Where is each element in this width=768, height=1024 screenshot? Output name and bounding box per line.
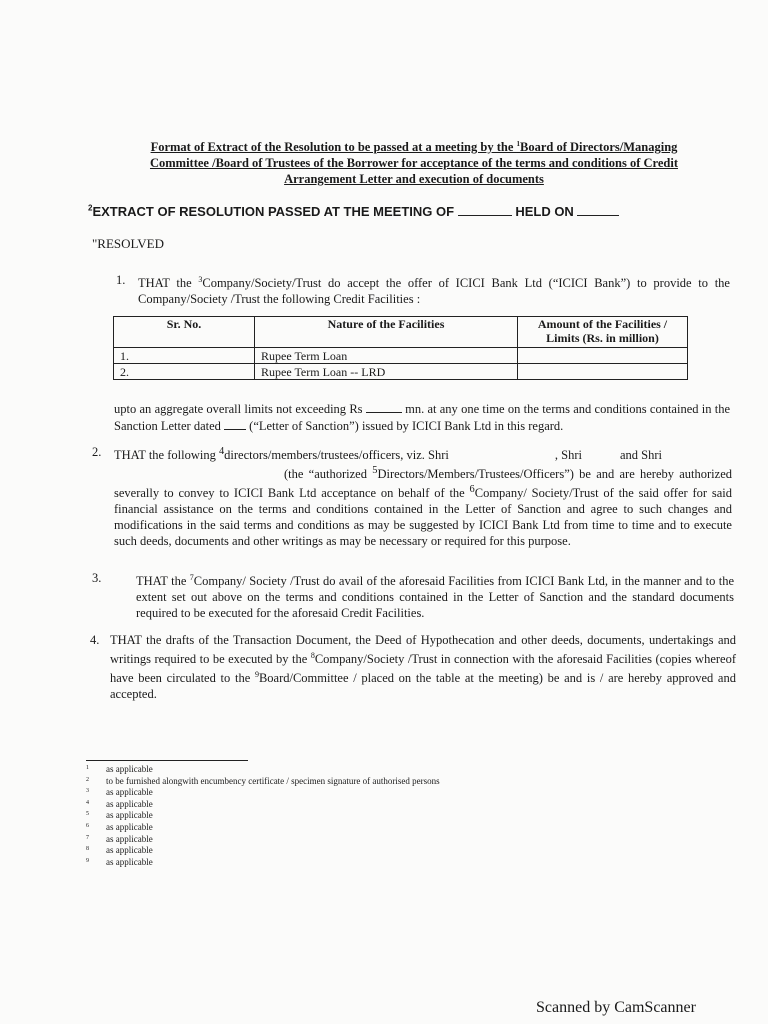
clause-4-number: 4. [90, 633, 100, 647]
footnote-item: 6 as applicable [86, 821, 153, 832]
date-blank [577, 203, 619, 216]
resolved-label: "RESOLVED [92, 236, 165, 251]
table-row [114, 348, 688, 364]
facilities-table [113, 316, 688, 380]
clause-1-number: 1. [116, 273, 126, 287]
scanner-watermark: Scanned by CamScanner [536, 999, 696, 1016]
table-header-row [114, 317, 688, 348]
cell-nature: Rupee Term Loan [255, 348, 518, 364]
cell-amount [518, 364, 688, 380]
footnote-divider [86, 760, 248, 761]
clause-3-number: 3. [92, 571, 102, 585]
footnote-item: 3 as applicable [86, 787, 153, 798]
footnote-item: 4 as applicable [86, 798, 153, 809]
footnotes [86, 764, 586, 868]
document-heading: Format of Extract of the Resolution to be passed at a meeting by the $^1$Board of Directors/Managing Committee /Board of Trustees of the Borrower for acceptance of the terms and conditions of Credit Arrangement Letter and execution of documents [149, 140, 679, 187]
footnote-item: 7 as applicable [86, 833, 153, 844]
clause-3-text: THAT the $^7$Company/ Society /Trust do avail of the aforesaid Facilities from ICICI Bank Ltd, in the manner and to the extent set out above on the terms and conditions contained in the Letter of Sanction and the standard documents required to be executed for the aforesaid Credit Facilities. [136, 573, 734, 621]
cell-sr-no: 1. [114, 348, 255, 364]
clause-4-text: THAT the drafts of the Transaction Document, the Deed of Hypothecation and other deeds, documents, undertakings and writings required to be executed by the $^8$Company/Society /Trust in connection with the aforesaid Facilities (copies whereof have been circulated to the $^9$Board/Committee / placed on the table at the meeting) be and is / are hereby approved and accepted. [110, 633, 737, 702]
footnote-item: 5 as applicable [86, 810, 153, 821]
clause-1-text: THAT the $^3$Company/Society/Trust do accept the offer of ICICI Bank Ltd (“ICICI Bank”) to provide to the Company/Society /Trust the following Credit Facilities : [138, 275, 730, 307]
clause-1-tail: upto an aggregate overall limits not exceeding Rs mn. at any one time on the terms and conditions contained in the Sanction Letter dated (“Letter of Sanction”) issued by ICICI Bank Ltd in this regard. [114, 402, 731, 433]
extract-title: $^2$EXTRACT OF RESOLUTION PASSED AT THE MEETING OF HELD ON [88, 203, 728, 220]
header-sr-no: Sr. No. [114, 317, 255, 348]
cell-amount [518, 348, 688, 364]
footnote-item: 1 as applicable [86, 764, 153, 774]
clause-2-number: 2. [92, 445, 102, 459]
cell-sr-no: 2. [114, 364, 255, 380]
cell-nature: Rupee Term Loan -- LRD [255, 364, 518, 380]
clause-2-text: THAT the following $^4$directors/members/trustees/officers, viz. Shri , Shri and Shri (the “authorized $^5$Directors/Members/Trustees/Officers”) be and are hereby authorized severally to convey to ICICI Bank Ltd acceptance on behalf of the $^6$Company/ Society/Trust of the said offer for said financial assistance on the terms and conditions contained in the Letter of Sanction and agree to such changes and modifications in the said terms and conditions as may be suggested by ICICI Bank Ltd from time to time and to execute such deeds, documents and other writings as may be necessary or required for this purpose. [114, 446, 732, 549]
header-nature: Nature of the Facilities [255, 317, 518, 348]
table-row [114, 364, 688, 380]
footnote-item: 9 as applicable [86, 856, 153, 867]
footnote-item: 2 to be furnished alongwith encumbency certificate / specimen signature of authorised persons [86, 775, 440, 786]
meeting-blank [458, 203, 512, 216]
footnote-item: 8 as applicable [86, 845, 153, 856]
header-amount: Amount of the Facilities / Limits (Rs. in million) [518, 317, 688, 348]
